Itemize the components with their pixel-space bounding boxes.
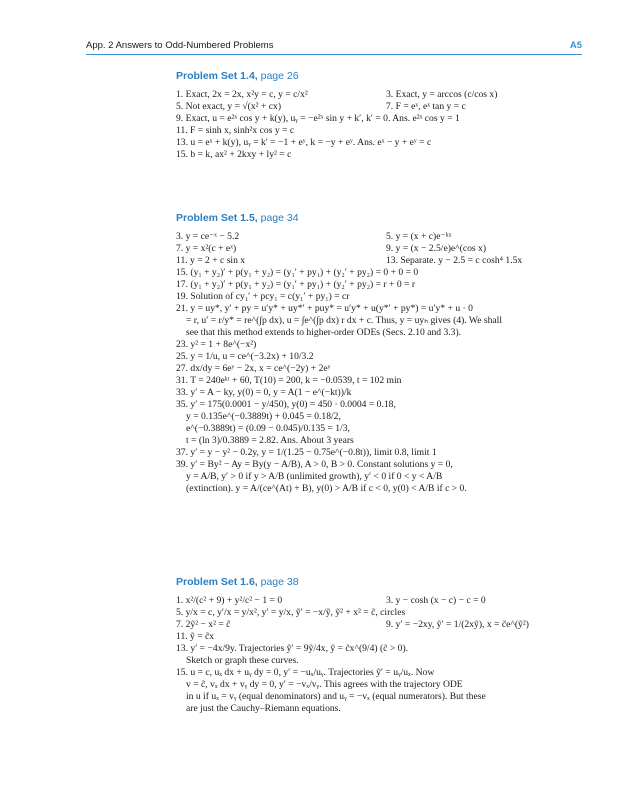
answer: 5. y/x = c, y′/x = y/x², y′ = y/x, ỹ′ = −x/ỹ, ỹ² + x² = c̃, circles <box>176 607 406 618</box>
answer: y = 0.135e^(−0.3889t) + 0.045 = 0.18/2, <box>186 411 341 422</box>
answer: 27. dx/dy = 6eʸ − 2x, x = ce^(−2y) + 2eʸ <box>176 363 331 374</box>
answer: 5. Not exact, y = √(x² + cx) <box>176 101 282 112</box>
section-title-bold: Problem Set 1.6, <box>176 576 258 588</box>
answer: 15. b = k, ax² + 2kxy + ly² = c <box>176 149 292 160</box>
answer-line <box>176 459 586 471</box>
answer-line <box>176 125 586 137</box>
answer: (extinction). y = A/(ce^(At) + B), y(0) > A/B if c < 0, y(0) < A/B if c > 0. <box>186 483 467 494</box>
answer-line <box>176 243 586 255</box>
answer: 37. y′ = y − y² − 0.2y, y = 1/(1.25 − 0.75e^(−0.8t)), limit 0.8, limit 1 <box>176 447 437 458</box>
answer: = r, u′ = r/y* = re^(∫p dx), u = ∫e^(∫p dx) r dx + c. Thus, y = uyₕ gives (4). We shall <box>186 315 502 326</box>
answer-line <box>176 137 586 149</box>
running-head <box>86 38 582 55</box>
answer: e^(−0.3889t) = (0.09 − 0.045)/0.135 = 1/3, <box>186 423 350 434</box>
answer-line <box>176 471 586 483</box>
section-title <box>176 212 586 224</box>
answer: 9. y = (x − 2.5/e)e^(cos x) <box>386 243 487 254</box>
answer-line <box>176 279 586 291</box>
answer: 11. F = sinh x, sinh²x cos y = c <box>176 125 295 136</box>
answer-line <box>176 691 586 703</box>
answer-line <box>176 101 586 113</box>
answer: 3. Exact, y = arccos (c/cos x) <box>386 89 498 100</box>
answer-line <box>176 595 586 607</box>
answer-line <box>176 483 586 495</box>
answer: 5. y = (x + c)e⁻ᵏˣ <box>386 231 452 242</box>
answer: t = (ln 3)/0.3889 = 2.82. Ans. About 3 years <box>186 435 354 446</box>
answer-line <box>176 387 586 399</box>
answer-line <box>176 619 586 631</box>
answer: 17. (y₁ + y₂)′ + p(y₁ + y₂) = (y₁′ + py₁) + (y₂′ + py₂) = r + 0 = r <box>176 279 416 290</box>
answer: in u if uₓ = vᵧ (equal denominators) and uᵧ = −vₓ (equal numerators). But these <box>186 691 486 702</box>
section-title-bold: Problem Set 1.4, <box>176 70 258 82</box>
answer-line <box>176 399 586 411</box>
answer: 19. Solution of cy₁′ + pcy₁ = c(y₁′ + py₁) = cr <box>176 291 350 302</box>
answer: 13. u = eˣ + k(y), uᵧ = k′ = −1 + eʸ, k = −y + eʸ. Ans. eˣ − y + eʸ = c <box>176 137 432 148</box>
answer: 1. x²/(c² + 9) + y²/c² − 1 = 0 <box>176 595 283 606</box>
answer-line <box>176 643 586 655</box>
answer-line <box>176 89 586 101</box>
answer-line <box>176 327 586 339</box>
answer: 35. y′ = 175(0.0001 − y/450), y(0) = 450 · 0.0004 = 0.18, <box>176 399 396 410</box>
section-title <box>176 576 586 588</box>
answer: 3. y − cosh (x − c) − c = 0 <box>386 595 486 606</box>
answer: Sketch or graph these curves. <box>186 655 299 666</box>
problem-set-1-4 <box>176 70 586 161</box>
section-title <box>176 70 586 82</box>
answer-line <box>176 607 586 619</box>
answer-line <box>176 435 586 447</box>
answer: 9. y′ = −2xy, ỹ′ = 1/(2xỹ), x = c̃e^(ỹ²) <box>386 619 529 630</box>
answer: 21. y = uy*, y′ + py = u′y* + uy*′ + puy* = u′y* + u(y*′ + py*) = u′y* + u · 0 <box>176 303 473 314</box>
answer: 7. 2ỹ² − x² = c̃ <box>176 619 231 630</box>
answer: 15. (y₁ + y₂)′ + p(y₁ + y₂) = (y₁′ + py₁) + (y₂′ + py₂) = 0 + 0 = 0 <box>176 267 419 278</box>
answer-line <box>176 679 586 691</box>
answer: 13. Separate. y − 2.5 = c cosh⁴ 1.5x <box>386 255 523 266</box>
answer: 11. ỹ = c̃x <box>176 631 215 642</box>
answer: 9. Exact, u = e²ˣ cos y + k(y), uᵧ = −e²ˣ sin y + k′, k′ = 0. Ans. e²ˣ cos y = 1 <box>176 113 460 124</box>
answer: 3. y = ce⁻ˣ − 5.2 <box>176 231 240 242</box>
answer: y = A/B, y′ > 0 if y > A/B (unlimited growth), y′ < 0 if 0 < y < A/B <box>186 471 443 482</box>
section-title-bold: Problem Set 1.5, <box>176 212 258 224</box>
answer-line <box>176 267 586 279</box>
answer-line <box>176 703 586 715</box>
answer-line <box>176 351 586 363</box>
answer-line <box>176 363 586 375</box>
answer: v = c̃, vₓ dx + vᵧ dy = 0, y′ = −vₓ/vᵧ. This agrees with the trajectory ODE <box>186 679 463 690</box>
answer-line <box>176 411 586 423</box>
answer-line <box>176 291 586 303</box>
answer-line <box>176 375 586 387</box>
answer-line <box>176 303 586 315</box>
section-title-page: page 38 <box>257 576 299 588</box>
answer-line <box>176 447 586 459</box>
problem-set-1-6 <box>176 576 586 715</box>
answer: 7. y = x²(c + eˣ) <box>176 243 237 254</box>
answer-line <box>176 631 586 643</box>
page-number: A5 <box>569 40 582 51</box>
answer-line <box>176 231 586 243</box>
answer: 15. u = c, uₓ dx + uᵧ dy = 0, y′ = −uₓ/uᵧ. Trajectories ỹ′ = uᵧ/uₓ. Now <box>176 667 435 678</box>
running-head-left: App. 2 Answers to Odd-Numbered Problems <box>86 40 274 51</box>
problem-set-1-5 <box>176 212 586 495</box>
answer: 23. y² = 1 + 8e^(−x²) <box>176 339 257 350</box>
answer-line <box>176 315 586 327</box>
answer: 39. y′ = By² − Ay = By(y − A/B), A > 0, B > 0. Constant solutions y = 0, <box>176 459 453 470</box>
answer: 13. y′ = −4x/9y. Trajectories ỹ′ = 9ỹ/4x, ỹ = c̃x^(9/4) (c̃ > 0). <box>176 643 409 654</box>
section-title-page: page 26 <box>257 70 299 82</box>
answer: are just the Cauchy–Riemann equations. <box>186 703 341 714</box>
answer: 7. F = eˣ, eˣ tan y = c <box>386 101 466 112</box>
answer-line <box>176 339 586 351</box>
answer-line <box>176 667 586 679</box>
answer: 11. y = 2 + c sin x <box>176 255 246 266</box>
answer-line <box>176 423 586 435</box>
answer: see that this method extends to higher-order ODEs (Secs. 2.10 and 3.3). <box>186 327 462 338</box>
answer-line <box>176 655 586 667</box>
answer: 31. T = 240eᵏᵗ + 60, T(10) = 200, k = −0.0539, t = 102 min <box>176 375 402 386</box>
section-title-page: page 34 <box>257 212 299 224</box>
answer-line <box>176 113 586 125</box>
answer: 1. Exact, 2x = 2x, x²y = c, y = c/x² <box>176 89 308 100</box>
answer: 33. y′ = A − ky, y(0) = 0, y = A(1 − e^(−kt))/k <box>176 387 352 398</box>
answer-line <box>176 255 586 267</box>
answer: 25. y = 1/u, u = ce^(−3.2x) + 10/3.2 <box>176 351 314 362</box>
answer-line <box>176 149 586 161</box>
